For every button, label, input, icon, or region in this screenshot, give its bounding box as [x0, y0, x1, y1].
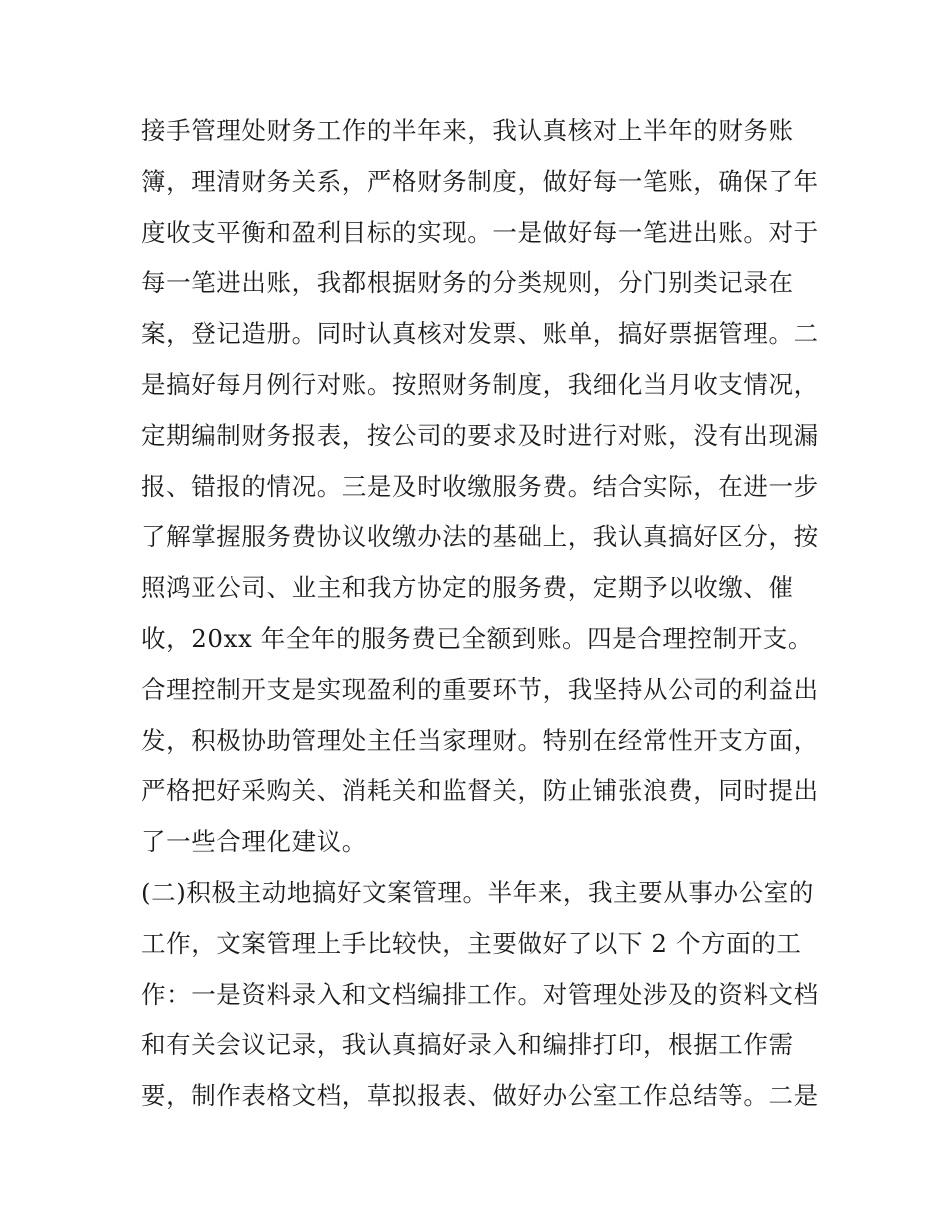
text-line-11: 收，20xx 年全年的服务费已全额到账。四是合理控制开支。 — [141, 623, 813, 653]
text-line-14: 严格把好采购关、消耗关和监督关，防止铺张浪费，同时提出 — [141, 776, 819, 806]
body-text — [141, 106, 821, 1122]
text-line-3: 度收支平衡和盈利目标的实现。一是做好每一笔进出账。对于 — [141, 217, 819, 247]
text-line-17: 工作，文案管理上手比较快，主要做好了以下 2 个方面的工 — [141, 928, 802, 958]
text-line-4: 每一笔进出账，我都根据财务的分类规则，分门别类记录在 — [141, 268, 794, 298]
text-line-8: 报、错报的情况。三是及时收缴服务费。结合实际，在进一步 — [141, 471, 819, 501]
text-line-5: 案，登记造册。同时认真核对发票、账单，搞好票据管理。二 — [141, 319, 819, 349]
text-line-15: 了一些合理化建议。 — [141, 827, 367, 857]
text-line-19: 和有关会议记录，我认真搞好录入和编排打印，根据工作需 — [141, 1030, 794, 1060]
text-line-1: 接手管理处财务工作的半年来，我认真核对上半年的财务账 — [141, 116, 794, 145]
text-line-16: (二)积极主动地搞好文案管理。半年来，我主要从事办公室的 — [141, 877, 814, 907]
text-line-2: 簿，理清财务关系，严格财务制度，做好每一笔账，确保了年 — [141, 166, 819, 196]
text-line-18: 作：一是资料录入和文档编排工作。对管理处涉及的资料文档 — [141, 979, 819, 1009]
text-line-13: 发，积极协助管理处主任当家理财。特别在经常性开支方面， — [141, 725, 819, 755]
text-line-12: 合理控制开支是实现盈利的重要环节，我坚持从公司的利益出 — [141, 674, 819, 704]
text-line-6: 是搞好每月例行对账。按照财务制度，我细化当月收支情况， — [141, 369, 819, 399]
text-line-9: 了解掌握服务费协议收缴办法的基础上，我认真搞好区分，按 — [141, 522, 819, 552]
text-line-20: 要，制作表格文档，草拟报表、做好办公室工作总结等。二是 — [141, 1081, 819, 1111]
text-line-10: 照鸿亚公司、业主和我方协定的服务费，定期予以收缴、催 — [141, 573, 794, 603]
text-line-7: 定期编制财务报表，按公司的要求及时进行对账，没有出现漏 — [141, 420, 819, 450]
